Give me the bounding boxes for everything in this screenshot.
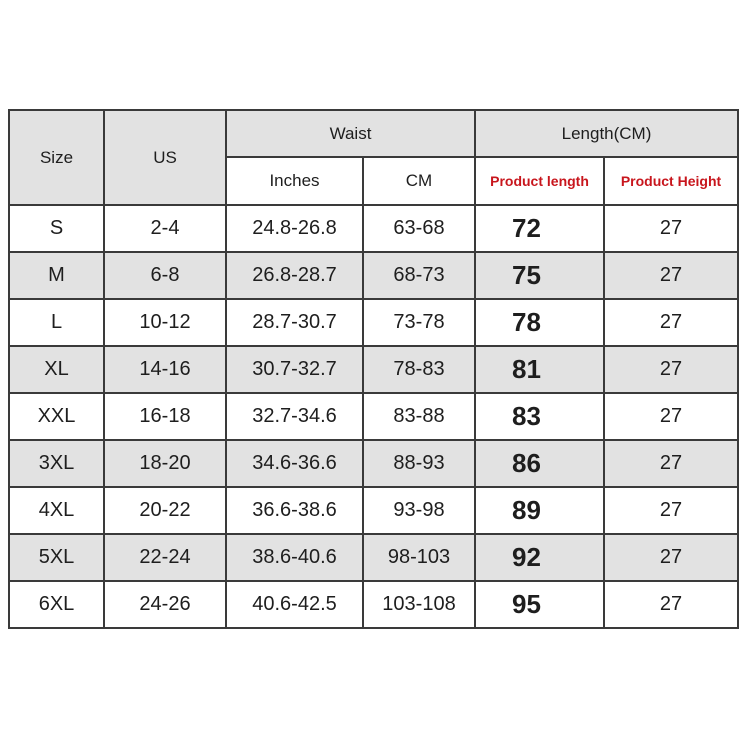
cell-inches: 28.7-30.7 [226, 299, 363, 346]
cell-cm: 63-68 [363, 205, 475, 252]
cell-inches: 26.8-28.7 [226, 252, 363, 299]
header-product-height: Product Height [604, 157, 738, 205]
cell-inches: 30.7-32.7 [226, 346, 363, 393]
cell-us: 14-16 [104, 346, 226, 393]
cell-size: M [9, 252, 104, 299]
header-inches: Inches [226, 157, 363, 205]
cell-product-length: 92 [475, 534, 604, 581]
cell-us: 20-22 [104, 487, 226, 534]
cell-size: S [9, 205, 104, 252]
cell-cm: 83-88 [363, 393, 475, 440]
cell-inches: 38.6-40.6 [226, 534, 363, 581]
table-row [9, 534, 738, 581]
header-length: Length(CM) [475, 110, 738, 157]
header-us: US [104, 110, 226, 205]
cell-product-length: 75 [475, 252, 604, 299]
cell-cm: 88-93 [363, 440, 475, 487]
size-chart-table [8, 109, 739, 629]
cell-cm: 103-108 [363, 581, 475, 628]
cell-us: 24-26 [104, 581, 226, 628]
cell-us: 2-4 [104, 205, 226, 252]
cell-product-length: 81 [475, 346, 604, 393]
cell-product-height: 27 [604, 534, 738, 581]
cell-size: 5XL [9, 534, 104, 581]
cell-product-height: 27 [604, 346, 738, 393]
cell-product-height: 27 [604, 440, 738, 487]
cell-product-height: 27 [604, 252, 738, 299]
cell-cm: 93-98 [363, 487, 475, 534]
cell-product-height: 27 [604, 393, 738, 440]
cell-product-length: 89 [475, 487, 604, 534]
cell-product-height: 27 [604, 299, 738, 346]
header-product-length: Product length [475, 157, 604, 205]
cell-us: 18-20 [104, 440, 226, 487]
cell-us: 6-8 [104, 252, 226, 299]
cell-inches: 24.8-26.8 [226, 205, 363, 252]
table-row [9, 487, 738, 534]
cell-cm: 68-73 [363, 252, 475, 299]
cell-product-height: 27 [604, 581, 738, 628]
cell-inches: 34.6-36.6 [226, 440, 363, 487]
cell-product-height: 27 [604, 487, 738, 534]
cell-inches: 40.6-42.5 [226, 581, 363, 628]
cell-us: 16-18 [104, 393, 226, 440]
header-size: Size [9, 110, 104, 205]
cell-us: 22-24 [104, 534, 226, 581]
cell-size: XXL [9, 393, 104, 440]
cell-size: XL [9, 346, 104, 393]
cell-cm: 78-83 [363, 346, 475, 393]
cell-product-length: 72 [475, 205, 604, 252]
header-cm: CM [363, 157, 475, 205]
cell-product-length: 95 [475, 581, 604, 628]
table-row [9, 346, 738, 393]
cell-size: 4XL [9, 487, 104, 534]
table-row [9, 299, 738, 346]
cell-size: 3XL [9, 440, 104, 487]
cell-cm: 73-78 [363, 299, 475, 346]
table-row [9, 440, 738, 487]
table-row [9, 252, 738, 299]
cell-product-length: 83 [475, 393, 604, 440]
cell-product-length: 86 [475, 440, 604, 487]
header-waist: Waist [226, 110, 475, 157]
cell-product-length: 78 [475, 299, 604, 346]
cell-cm: 98-103 [363, 534, 475, 581]
table-row [9, 205, 738, 252]
table-row [9, 393, 738, 440]
cell-us: 10-12 [104, 299, 226, 346]
table-row [9, 581, 738, 628]
header-row-top [9, 110, 738, 157]
cell-inches: 32.7-34.6 [226, 393, 363, 440]
cell-size: L [9, 299, 104, 346]
cell-size: 6XL [9, 581, 104, 628]
cell-product-height: 27 [604, 205, 738, 252]
cell-inches: 36.6-38.6 [226, 487, 363, 534]
